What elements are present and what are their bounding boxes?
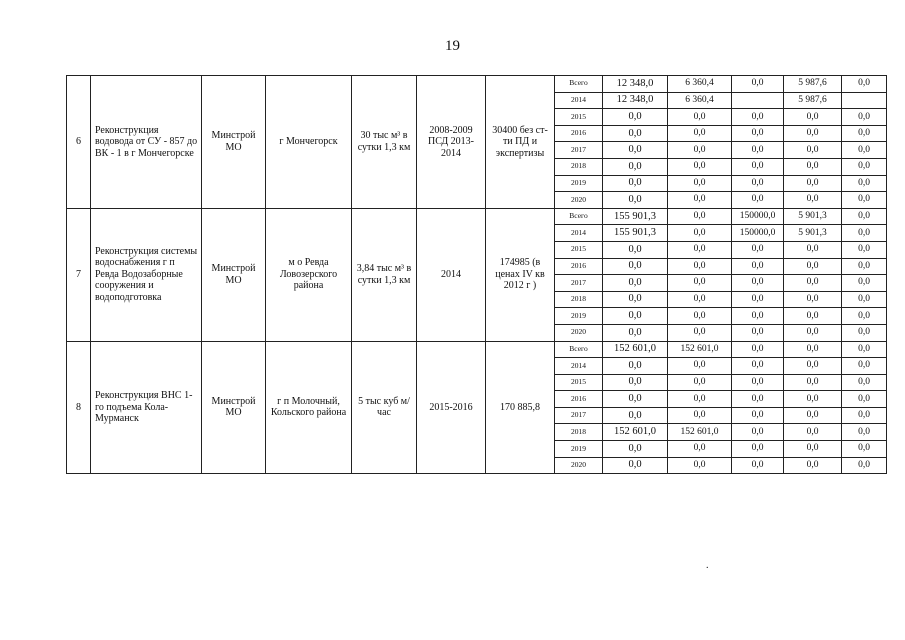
- amount-cell: 0,0: [784, 324, 842, 341]
- amount-cell: 0,0: [784, 158, 842, 175]
- amount-cell: 0,0: [842, 109, 887, 126]
- amount-cell: 0,0: [668, 441, 732, 458]
- amount-cell: 0,0: [784, 192, 842, 209]
- amount-cell: 5 987,6: [784, 92, 842, 109]
- year-cell: 2020: [555, 457, 603, 474]
- amount-cell: 155 901,3: [603, 225, 668, 242]
- amount-cell: 6 360,4: [668, 76, 732, 93]
- amount-cell: 0,0: [784, 391, 842, 408]
- amount-cell: 152 601,0: [668, 341, 732, 358]
- year-cell: 2014: [555, 92, 603, 109]
- amount-cell: 0,0: [842, 441, 887, 458]
- amount-cell: 0,0: [842, 424, 887, 441]
- amount-cell: 0,0: [732, 457, 784, 474]
- amount-cell: 0,0: [784, 457, 842, 474]
- amount-cell: 0,0: [732, 158, 784, 175]
- year-cell: 2015: [555, 241, 603, 258]
- amount-cell: 0,0: [732, 142, 784, 159]
- amount-cell: 0,0: [732, 76, 784, 93]
- amount-cell: 0,0: [732, 308, 784, 325]
- year-cell: 2017: [555, 407, 603, 424]
- amount-cell: 0,0: [784, 291, 842, 308]
- amount-cell: 0,0: [842, 391, 887, 408]
- capacity-cell: 30 тыс м³ в сутки 1,3 км: [352, 76, 417, 209]
- year-cell: 2015: [555, 109, 603, 126]
- amount-cell: 0,0: [842, 175, 887, 192]
- amount-cell: 0,0: [603, 374, 668, 391]
- amount-cell: 0,0: [668, 175, 732, 192]
- footnote-dot: .: [706, 560, 709, 571]
- amount-cell: 0,0: [842, 208, 887, 225]
- amount-cell: 0,0: [732, 275, 784, 292]
- amount-cell: 12 348,0: [603, 76, 668, 93]
- year-cell: 2018: [555, 158, 603, 175]
- amount-cell: 0,0: [842, 125, 887, 142]
- amount-cell: 0,0: [603, 175, 668, 192]
- year-cell: 2020: [555, 324, 603, 341]
- amount-cell: 152 601,0: [603, 424, 668, 441]
- amount-cell: 0,0: [842, 308, 887, 325]
- amount-cell: 0,0: [668, 241, 732, 258]
- row-number-cell: 7: [67, 208, 91, 341]
- amount-cell: 0,0: [668, 457, 732, 474]
- customer-cell: Минстрой МО: [202, 208, 266, 341]
- amount-cell: 0,0: [842, 158, 887, 175]
- amount-cell: 0,0: [603, 142, 668, 159]
- amount-cell: 0,0: [784, 424, 842, 441]
- cost-cell: 30400 без ст-ти ПД и экспертизы: [486, 76, 555, 209]
- amount-cell: 0,0: [784, 258, 842, 275]
- amount-cell: 0,0: [603, 391, 668, 408]
- amount-cell: 0,0: [603, 158, 668, 175]
- amount-cell: 155 901,3: [603, 208, 668, 225]
- amount-cell: 0,0: [603, 258, 668, 275]
- amount-cell: 0,0: [842, 275, 887, 292]
- amount-cell: 0,0: [603, 308, 668, 325]
- amount-cell: 6 360,4: [668, 92, 732, 109]
- period-cell: 2015-2016: [417, 341, 486, 474]
- amount-cell: 150000,0: [732, 208, 784, 225]
- amount-cell: 0,0: [668, 258, 732, 275]
- amount-cell: 0,0: [668, 142, 732, 159]
- amount-cell: 0,0: [603, 192, 668, 209]
- capacity-cell: 3,84 тыс м³ в сутки 1,3 км: [352, 208, 417, 341]
- amount-cell: 0,0: [668, 109, 732, 126]
- table-row: [67, 76, 887, 93]
- amount-cell: 0,0: [732, 291, 784, 308]
- year-cell: Всего: [555, 208, 603, 225]
- amount-cell: 0,0: [842, 324, 887, 341]
- page-number: 19: [445, 38, 460, 54]
- amount-cell: 152 601,0: [668, 424, 732, 441]
- amount-cell: 0,0: [842, 258, 887, 275]
- amount-cell: 0,0: [842, 407, 887, 424]
- year-cell: Всего: [555, 341, 603, 358]
- amount-cell: 0,0: [603, 457, 668, 474]
- amount-cell: 0,0: [668, 225, 732, 242]
- amount-cell: 0,0: [842, 341, 887, 358]
- amount-cell: 0,0: [732, 175, 784, 192]
- amount-cell: 0,0: [668, 358, 732, 375]
- amount-cell: 0,0: [784, 308, 842, 325]
- amount-cell: 0,0: [603, 291, 668, 308]
- amount-cell: 0,0: [668, 192, 732, 209]
- row-number-cell: 6: [67, 76, 91, 209]
- amount-cell: 0,0: [784, 175, 842, 192]
- amount-cell: 0,0: [732, 324, 784, 341]
- amount-cell: 5 901,3: [784, 225, 842, 242]
- year-cell: 2017: [555, 142, 603, 159]
- location-cell: г п Молочный, Кольского района: [266, 341, 352, 474]
- amount-cell: 0,0: [732, 125, 784, 142]
- amount-cell: 0,0: [732, 441, 784, 458]
- object-name-cell: Реконструкция водовода от СУ - 857 до ВК - 1 в г Мончегорске: [91, 76, 202, 209]
- amount-cell: 0,0: [784, 358, 842, 375]
- amount-cell: 0,0: [668, 308, 732, 325]
- amount-cell: 0,0: [842, 241, 887, 258]
- customer-cell: Минстрой МО: [202, 76, 266, 209]
- object-name-cell: Реконструкция ВНС 1-го подъема Кола-Мурманск: [91, 341, 202, 474]
- table-body: [67, 76, 887, 474]
- amount-cell: 0,0: [668, 208, 732, 225]
- amount-cell: 0,0: [732, 358, 784, 375]
- amount-cell: 12 348,0: [603, 92, 668, 109]
- amount-cell: 0,0: [842, 291, 887, 308]
- amount-cell: 0,0: [784, 407, 842, 424]
- amount-cell: 0,0: [842, 358, 887, 375]
- amount-cell: 0,0: [732, 109, 784, 126]
- amount-cell: 0,0: [668, 291, 732, 308]
- year-cell: Всего: [555, 76, 603, 93]
- amount-cell: 0,0: [732, 374, 784, 391]
- amount-cell: 0,0: [603, 324, 668, 341]
- year-cell: 2020: [555, 192, 603, 209]
- year-cell: 2016: [555, 125, 603, 142]
- amount-cell: 0,0: [784, 441, 842, 458]
- amount-cell: 0,0: [668, 374, 732, 391]
- amount-cell: [732, 92, 784, 109]
- amount-cell: 0,0: [784, 125, 842, 142]
- customer-cell: Минстрой МО: [202, 341, 266, 474]
- amount-cell: 0,0: [668, 324, 732, 341]
- year-cell: 2018: [555, 424, 603, 441]
- amount-cell: 5 987,6: [784, 76, 842, 93]
- year-cell: 2019: [555, 308, 603, 325]
- amount-cell: 0,0: [603, 275, 668, 292]
- amount-cell: 0,0: [732, 424, 784, 441]
- amount-cell: 0,0: [668, 391, 732, 408]
- amount-cell: 0,0: [842, 374, 887, 391]
- year-cell: 2014: [555, 358, 603, 375]
- year-cell: 2018: [555, 291, 603, 308]
- amount-cell: 0,0: [842, 192, 887, 209]
- amount-cell: [842, 92, 887, 109]
- row-number-cell: 8: [67, 341, 91, 474]
- object-name-cell: Реконструкция системы водоснабжения г п Ревда Водозаборные сооружения и водоподготовка: [91, 208, 202, 341]
- period-cell: 2014: [417, 208, 486, 341]
- amount-cell: 150000,0: [732, 225, 784, 242]
- amount-cell: 0,0: [732, 258, 784, 275]
- amount-cell: 0,0: [603, 441, 668, 458]
- amount-cell: 0,0: [842, 142, 887, 159]
- location-cell: г Мончегорск: [266, 76, 352, 209]
- amount-cell: 0,0: [603, 358, 668, 375]
- amount-cell: 152 601,0: [603, 341, 668, 358]
- period-cell: 2008-2009 ПСД 2013-2014: [417, 76, 486, 209]
- amount-cell: 0,0: [784, 275, 842, 292]
- year-cell: 2019: [555, 175, 603, 192]
- amount-cell: 0,0: [784, 142, 842, 159]
- amount-cell: 0,0: [732, 407, 784, 424]
- cost-cell: 174985 (в ценах IV кв 2012 г ): [486, 208, 555, 341]
- amount-cell: 0,0: [603, 109, 668, 126]
- amount-cell: 0,0: [668, 125, 732, 142]
- investment-table: [66, 75, 887, 474]
- year-cell: 2017: [555, 275, 603, 292]
- year-cell: 2016: [555, 391, 603, 408]
- amount-cell: 0,0: [784, 341, 842, 358]
- amount-cell: 0,0: [784, 374, 842, 391]
- amount-cell: 5 901,3: [784, 208, 842, 225]
- amount-cell: 0,0: [603, 407, 668, 424]
- year-cell: 2015: [555, 374, 603, 391]
- amount-cell: 0,0: [603, 241, 668, 258]
- amount-cell: 0,0: [732, 192, 784, 209]
- amount-cell: 0,0: [842, 457, 887, 474]
- capacity-cell: 5 тыс куб м/час: [352, 341, 417, 474]
- amount-cell: 0,0: [732, 241, 784, 258]
- amount-cell: 0,0: [668, 275, 732, 292]
- cost-cell: 170 885,8: [486, 341, 555, 474]
- year-cell: 2019: [555, 441, 603, 458]
- amount-cell: 0,0: [668, 158, 732, 175]
- amount-cell: 0,0: [842, 225, 887, 242]
- amount-cell: 0,0: [668, 407, 732, 424]
- amount-cell: 0,0: [732, 391, 784, 408]
- table-row: [67, 208, 887, 225]
- year-cell: 2016: [555, 258, 603, 275]
- amount-cell: 0,0: [784, 109, 842, 126]
- amount-cell: 0,0: [784, 241, 842, 258]
- amount-cell: 0,0: [732, 341, 784, 358]
- amount-cell: 0,0: [842, 76, 887, 93]
- amount-cell: 0,0: [603, 125, 668, 142]
- location-cell: м о Ревда Ловозерского района: [266, 208, 352, 341]
- year-cell: 2014: [555, 225, 603, 242]
- table-row: [67, 341, 887, 358]
